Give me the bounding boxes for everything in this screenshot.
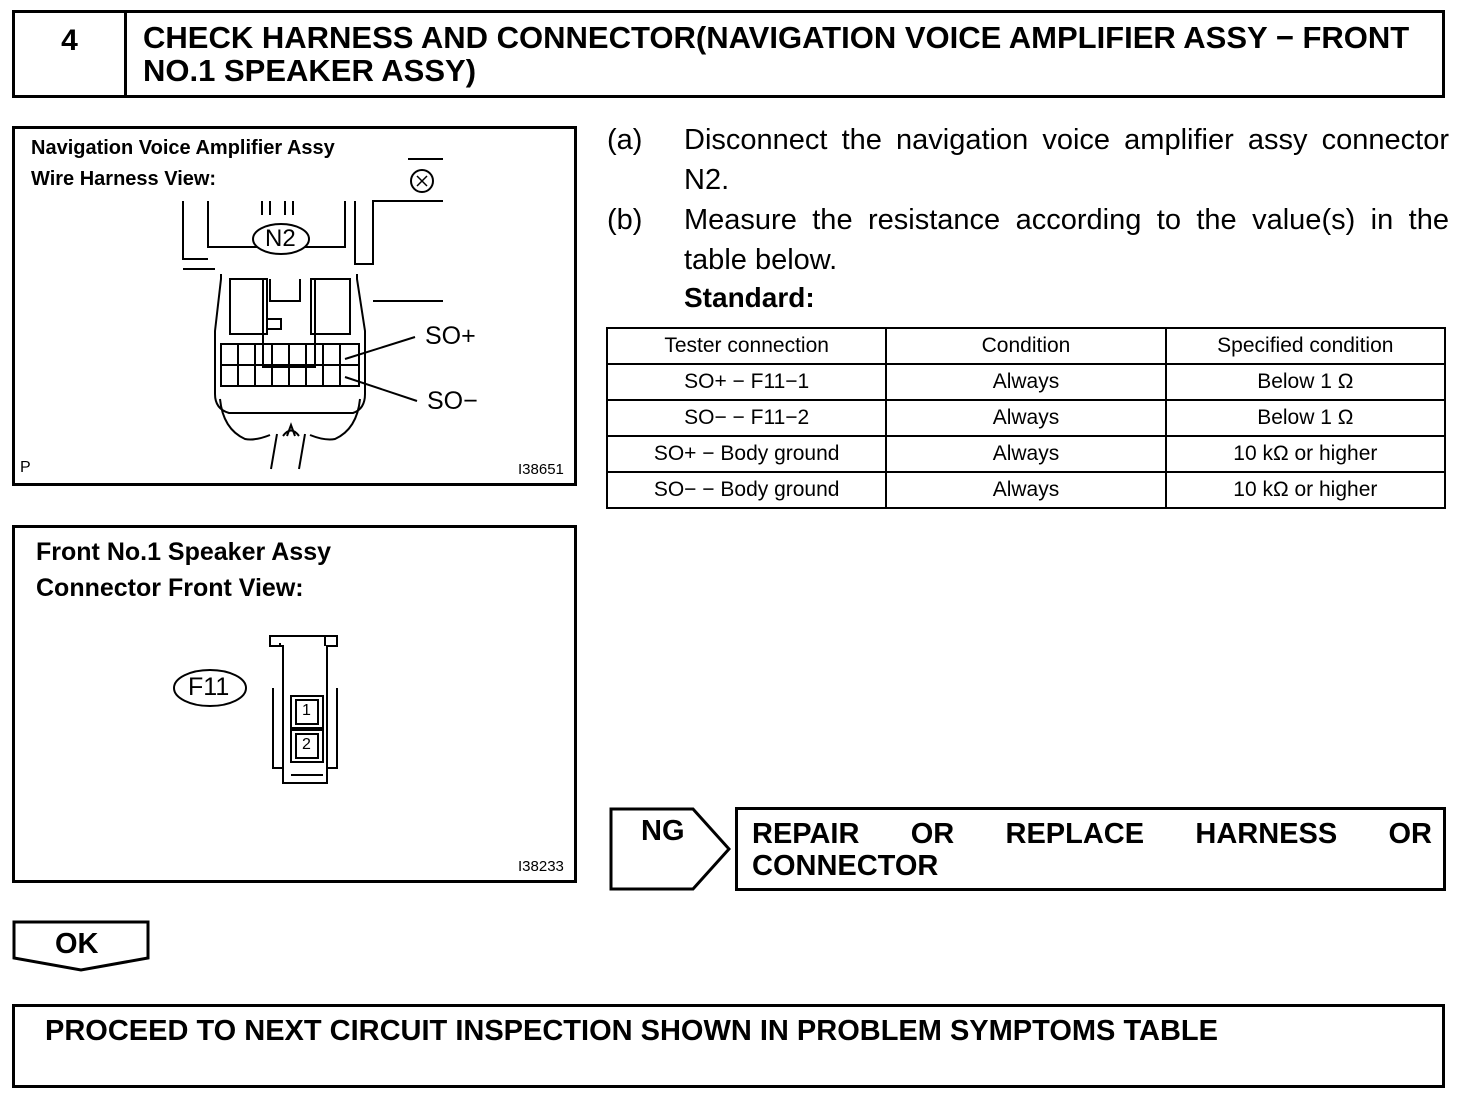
cell-tester-connection: SO+ − Body ground — [607, 436, 886, 472]
cell-specified-condition: 10 kΩ or higher — [1166, 472, 1445, 508]
cell-specified-condition: 10 kΩ or higher — [1166, 436, 1445, 472]
ng-action-text: REPAIR OR REPLACE HARNESS OR CONNECTOR — [752, 818, 1432, 882]
pin-1-label: 1 — [302, 702, 311, 719]
step-number: 4 — [15, 13, 127, 95]
specification-table — [606, 327, 1446, 509]
standard-label: Standard: — [684, 282, 815, 313]
figure2-title-line1: Front No.1 Speaker Assy — [36, 538, 332, 566]
step-a-label: (a) — [607, 124, 643, 156]
ok-action-box — [12, 1004, 1445, 1088]
figure2-title-line2: Connector Front View: — [36, 574, 304, 602]
cell-condition: Always — [886, 436, 1165, 472]
ok-action-text: PROCEED TO NEXT CIRCUIT INSPECTION SHOWN IN PROBLEM SYMPTOMS TABLE — [45, 1015, 1218, 1047]
ng-label: NG — [641, 815, 685, 847]
step-a-text: Disconnect the navigation voice amplifier assy connector N2. — [684, 124, 1449, 196]
header-condition: Condition — [886, 328, 1165, 364]
pin-label-so-minus: SO− — [427, 387, 478, 415]
figure1-corner-label: P — [20, 459, 31, 476]
connector-label-n2: N2 — [265, 225, 296, 252]
step-title: CHECK HARNESS AND CONNECTOR(NAVIGATION VOICE AMPLIFIER ASSY − FRONT NO.1 SPEAKER ASSY) — [143, 20, 1410, 88]
figure1-title-line1: Navigation Voice Amplifier Assy — [31, 137, 335, 159]
figure1-code: I38651 — [518, 461, 564, 478]
cell-tester-connection: SO− − F11−2 — [607, 400, 886, 436]
pin-label-so-plus: SO+ — [425, 322, 476, 350]
cell-condition: Always — [886, 364, 1165, 400]
table-row — [607, 436, 1445, 472]
ng-action-box — [735, 807, 1446, 891]
step-b-label: (b) — [607, 204, 643, 236]
table-row — [607, 400, 1445, 436]
header-tester-connection: Tester connection — [607, 328, 886, 364]
table-row — [607, 364, 1445, 400]
cell-condition: Always — [886, 400, 1165, 436]
figure-amplifier-connector — [12, 126, 577, 486]
cell-tester-connection: SO− − Body ground — [607, 472, 886, 508]
figure1-title-line2: Wire Harness View: — [31, 168, 217, 190]
cell-specified-condition: Below 1 Ω — [1166, 400, 1445, 436]
table-header-row — [607, 328, 1445, 364]
header-specified-condition: Specified condition — [1166, 328, 1445, 364]
ok-label: OK — [55, 928, 99, 960]
cell-condition: Always — [886, 472, 1165, 508]
step-b-text: Measure the resistance according to the value(s) in the table below. — [684, 204, 1449, 276]
table-row — [607, 472, 1445, 508]
figure-speaker-connector — [12, 525, 577, 883]
connector-label-f11: F11 — [188, 673, 230, 701]
cell-tester-connection: SO+ − F11−1 — [607, 364, 886, 400]
figure2-code: I38233 — [518, 858, 564, 875]
step-header — [12, 10, 1445, 98]
cell-specified-condition: Below 1 Ω — [1166, 364, 1445, 400]
pin-2-label: 2 — [302, 736, 311, 753]
